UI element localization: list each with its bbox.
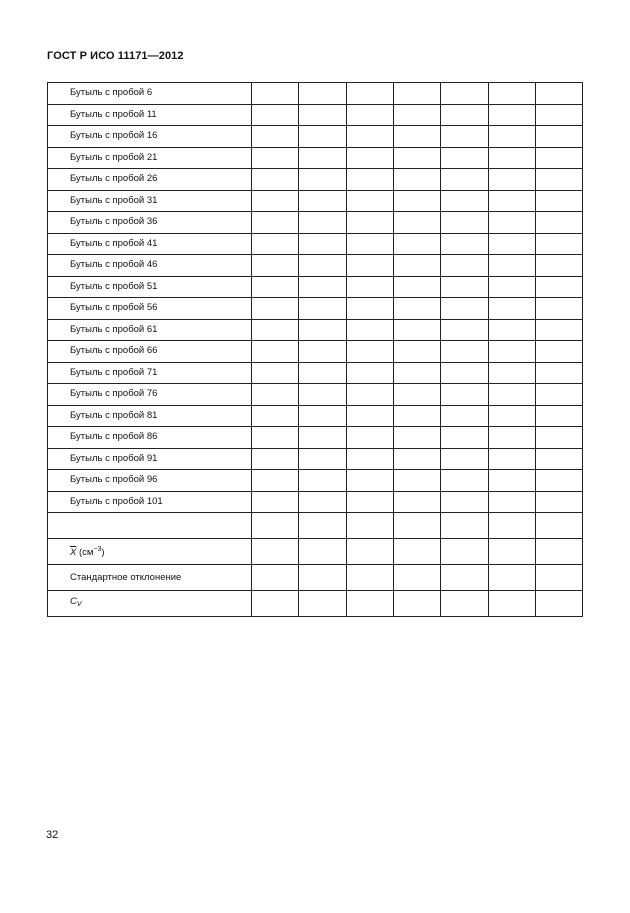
- value-cell: [535, 255, 582, 277]
- table-row: [48, 212, 583, 234]
- value-cell: [393, 126, 440, 148]
- row-label-cell: [48, 104, 252, 126]
- value-cell: [252, 405, 299, 427]
- value-cell: [393, 169, 440, 191]
- value-cell: [252, 147, 299, 169]
- value-cell: [393, 83, 440, 105]
- value-cell: [346, 405, 393, 427]
- value-cell: [535, 513, 582, 539]
- value-cell: [535, 470, 582, 492]
- row-label-cell: [48, 319, 252, 341]
- value-cell: [346, 169, 393, 191]
- row-label: Бутыль с пробой 61: [70, 323, 158, 335]
- value-cell: [346, 233, 393, 255]
- value-cell: [252, 255, 299, 277]
- value-cell: [299, 104, 346, 126]
- value-cell: [535, 539, 582, 565]
- value-cell: [488, 319, 535, 341]
- value-cell: [440, 276, 488, 298]
- value-cell: [488, 427, 535, 449]
- value-cell: [252, 448, 299, 470]
- value-cell: [299, 298, 346, 320]
- row-label-cell: [48, 539, 252, 565]
- value-cell: [299, 126, 346, 148]
- value-cell: [299, 255, 346, 277]
- value-cell: [440, 470, 488, 492]
- value-cell: [252, 319, 299, 341]
- row-label: Бутыль с пробой 71: [70, 366, 158, 378]
- value-cell: [299, 565, 346, 591]
- table-row: [48, 448, 583, 470]
- value-cell: [440, 341, 488, 363]
- value-cell: [252, 362, 299, 384]
- value-cell: [299, 405, 346, 427]
- value-cell: [488, 233, 535, 255]
- row-label: Бутыль с пробой 31: [70, 194, 158, 206]
- value-cell: [346, 362, 393, 384]
- value-cell: [346, 126, 393, 148]
- value-cell: [299, 233, 346, 255]
- value-cell: [440, 362, 488, 384]
- row-label: Бутыль с пробой 66: [70, 345, 158, 357]
- value-cell: [252, 427, 299, 449]
- value-cell: [346, 384, 393, 406]
- row-label-cell: [48, 83, 252, 105]
- value-cell: [346, 539, 393, 565]
- row-label: Бутыль с пробой 36: [70, 216, 158, 228]
- value-cell: [252, 104, 299, 126]
- value-cell: [299, 470, 346, 492]
- std-deviation-label: Стандартное отклонение: [70, 571, 182, 583]
- value-cell: [252, 491, 299, 513]
- table-row: [48, 341, 583, 363]
- value-cell: [535, 233, 582, 255]
- value-cell: [299, 276, 346, 298]
- value-cell: [252, 233, 299, 255]
- value-cell: [488, 539, 535, 565]
- table-row: [48, 470, 583, 492]
- value-cell: [393, 255, 440, 277]
- value-cell: [299, 83, 346, 105]
- value-cell: [252, 276, 299, 298]
- row-label-cell: [48, 470, 252, 492]
- table-row: [48, 384, 583, 406]
- value-cell: [535, 384, 582, 406]
- value-cell: [299, 427, 346, 449]
- value-cell: [535, 276, 582, 298]
- value-cell: [393, 405, 440, 427]
- value-cell: [535, 83, 582, 105]
- value-cell: [393, 190, 440, 212]
- value-cell: [393, 298, 440, 320]
- value-cell: [346, 276, 393, 298]
- value-cell: [440, 384, 488, 406]
- value-cell: [346, 491, 393, 513]
- value-cell: [535, 169, 582, 191]
- value-cell: [252, 212, 299, 234]
- value-cell: [488, 513, 535, 539]
- row-label-cell: [48, 233, 252, 255]
- table-row: [48, 126, 583, 148]
- table-row: [48, 565, 583, 591]
- value-cell: [535, 319, 582, 341]
- value-cell: [346, 147, 393, 169]
- row-label-cell: [48, 448, 252, 470]
- value-cell: [299, 448, 346, 470]
- table-row: [48, 491, 583, 513]
- table-row: [48, 591, 583, 617]
- table-row: [48, 233, 583, 255]
- value-cell: [346, 83, 393, 105]
- row-label: Бутыль с пробой 41: [70, 237, 158, 249]
- value-cell: [440, 427, 488, 449]
- value-cell: [346, 298, 393, 320]
- value-cell: [440, 147, 488, 169]
- value-cell: [440, 169, 488, 191]
- row-label-cell: [48, 513, 252, 539]
- value-cell: [346, 255, 393, 277]
- value-cell: [393, 384, 440, 406]
- value-cell: [488, 448, 535, 470]
- value-cell: [535, 448, 582, 470]
- table-row: [48, 513, 583, 539]
- value-cell: [252, 591, 299, 617]
- value-cell: [346, 190, 393, 212]
- value-cell: [488, 126, 535, 148]
- value-cell: [535, 362, 582, 384]
- value-cell: [346, 448, 393, 470]
- row-label-cell: [48, 565, 252, 591]
- row-label-cell: [48, 384, 252, 406]
- table-row: [48, 104, 583, 126]
- mean-unit-close: ): [101, 547, 105, 558]
- value-cell: [252, 513, 299, 539]
- value-cell: [299, 513, 346, 539]
- value-cell: [535, 405, 582, 427]
- document-code: ГОСТ Р ИСО 11171—2012: [47, 50, 184, 62]
- row-label: Бутыль с пробой 26: [70, 173, 158, 185]
- value-cell: [488, 341, 535, 363]
- value-cell: [252, 298, 299, 320]
- row-label: Бутыль с пробой 11: [70, 108, 157, 120]
- value-cell: [488, 362, 535, 384]
- row-label: Бутыль с пробой 91: [70, 452, 158, 464]
- row-label-cell: [48, 255, 252, 277]
- value-cell: [393, 448, 440, 470]
- table-row: [48, 298, 583, 320]
- row-label-cell: [48, 276, 252, 298]
- value-cell: [440, 233, 488, 255]
- table-row: [48, 319, 583, 341]
- table-row: [48, 276, 583, 298]
- value-cell: [346, 341, 393, 363]
- value-cell: [535, 298, 582, 320]
- value-cell: [393, 491, 440, 513]
- value-cell: [393, 147, 440, 169]
- row-label: Бутыль с пробой 56: [70, 302, 158, 314]
- value-cell: [488, 276, 535, 298]
- value-cell: [440, 319, 488, 341]
- value-cell: [299, 341, 346, 363]
- value-cell: [440, 126, 488, 148]
- table-row: [48, 83, 583, 105]
- value-cell: [535, 190, 582, 212]
- value-cell: [299, 169, 346, 191]
- table-row: [48, 169, 583, 191]
- value-cell: [488, 190, 535, 212]
- value-cell: [440, 255, 488, 277]
- value-cell: [299, 147, 346, 169]
- row-label-cell: [48, 362, 252, 384]
- table-row: [48, 362, 583, 384]
- value-cell: [440, 565, 488, 591]
- value-cell: [393, 362, 440, 384]
- row-label: Бутыль с пробой 21: [70, 151, 158, 163]
- row-label-cell: [48, 491, 252, 513]
- value-cell: [488, 405, 535, 427]
- value-cell: [393, 319, 440, 341]
- value-cell: [346, 104, 393, 126]
- row-label: Бутыль с пробой 96: [70, 474, 158, 486]
- row-label: Бутыль с пробой 46: [70, 259, 158, 271]
- value-cell: [393, 233, 440, 255]
- page-number: 32: [46, 829, 59, 841]
- value-cell: [299, 491, 346, 513]
- value-cell: [346, 565, 393, 591]
- value-cell: [440, 83, 488, 105]
- value-cell: [440, 491, 488, 513]
- value-cell: [535, 427, 582, 449]
- value-cell: [488, 255, 535, 277]
- value-cell: [440, 513, 488, 539]
- value-cell: [440, 212, 488, 234]
- table-row: [48, 190, 583, 212]
- row-label: Бутыль с пробой 76: [70, 388, 158, 400]
- value-cell: [393, 539, 440, 565]
- row-label-cell: [48, 169, 252, 191]
- value-cell: [299, 591, 346, 617]
- value-cell: [252, 539, 299, 565]
- table-row: [48, 405, 583, 427]
- row-label-cell: [48, 405, 252, 427]
- value-cell: [299, 212, 346, 234]
- value-cell: [440, 190, 488, 212]
- row-label-cell: [48, 190, 252, 212]
- table-row: [48, 539, 583, 565]
- value-cell: [535, 126, 582, 148]
- value-cell: [535, 212, 582, 234]
- value-cell: [299, 190, 346, 212]
- value-cell: [488, 83, 535, 105]
- value-cell: [535, 104, 582, 126]
- row-label-cell: [48, 427, 252, 449]
- value-cell: [488, 491, 535, 513]
- value-cell: [252, 126, 299, 148]
- value-cell: [299, 384, 346, 406]
- row-label-cell: [48, 341, 252, 363]
- cv-symbol: C: [70, 596, 77, 607]
- value-cell: [393, 470, 440, 492]
- value-cell: [488, 212, 535, 234]
- value-cell: [346, 319, 393, 341]
- row-label: Бутыль с пробой 16: [70, 130, 158, 142]
- value-cell: [252, 341, 299, 363]
- cv-subscript: V: [76, 601, 82, 608]
- value-cell: [440, 591, 488, 617]
- value-cell: [252, 384, 299, 406]
- value-cell: [440, 405, 488, 427]
- row-label: Бутыль с пробой 81: [70, 409, 158, 421]
- value-cell: [488, 298, 535, 320]
- value-cell: [488, 104, 535, 126]
- row-label: Бутыль с пробой 101: [70, 495, 163, 507]
- value-cell: [488, 384, 535, 406]
- results-table: [47, 82, 583, 617]
- value-cell: [252, 169, 299, 191]
- row-label: Бутыль с пробой 86: [70, 431, 158, 443]
- value-cell: [393, 513, 440, 539]
- value-cell: [488, 470, 535, 492]
- value-cell: [346, 513, 393, 539]
- value-cell: [299, 539, 346, 565]
- value-cell: [393, 212, 440, 234]
- value-cell: [252, 470, 299, 492]
- value-cell: [393, 341, 440, 363]
- value-cell: [535, 341, 582, 363]
- row-label-cell: [48, 212, 252, 234]
- value-cell: [252, 83, 299, 105]
- value-cell: [252, 190, 299, 212]
- value-cell: [488, 591, 535, 617]
- value-cell: [440, 539, 488, 565]
- value-cell: [440, 104, 488, 126]
- value-cell: [299, 319, 346, 341]
- row-label-cell: [48, 298, 252, 320]
- value-cell: [393, 276, 440, 298]
- row-label: Бутыль с пробой 6: [70, 87, 153, 99]
- table-row: [48, 255, 583, 277]
- mean-unit: (см: [78, 547, 94, 558]
- row-label: Бутыль с пробой 51: [70, 280, 158, 292]
- value-cell: [252, 565, 299, 591]
- mean-unit-exponent: −3: [93, 546, 102, 553]
- value-cell: [393, 427, 440, 449]
- value-cell: [346, 591, 393, 617]
- value-cell: [393, 591, 440, 617]
- value-cell: [299, 362, 346, 384]
- value-cell: [393, 104, 440, 126]
- value-cell: [488, 147, 535, 169]
- value-cell: [346, 470, 393, 492]
- value-cell: [535, 491, 582, 513]
- row-label-cell: [48, 147, 252, 169]
- row-label-cell: [48, 591, 252, 617]
- value-cell: [346, 212, 393, 234]
- value-cell: [488, 565, 535, 591]
- value-cell: [440, 298, 488, 320]
- value-cell: [440, 448, 488, 470]
- value-cell: [535, 565, 582, 591]
- mean-symbol: $\overline{X}$: [70, 547, 77, 558]
- value-cell: [535, 147, 582, 169]
- row-label-cell: [48, 126, 252, 148]
- table-row: [48, 147, 583, 169]
- value-cell: [346, 427, 393, 449]
- value-cell: [535, 591, 582, 617]
- value-cell: [393, 565, 440, 591]
- table-row: [48, 427, 583, 449]
- value-cell: [488, 169, 535, 191]
